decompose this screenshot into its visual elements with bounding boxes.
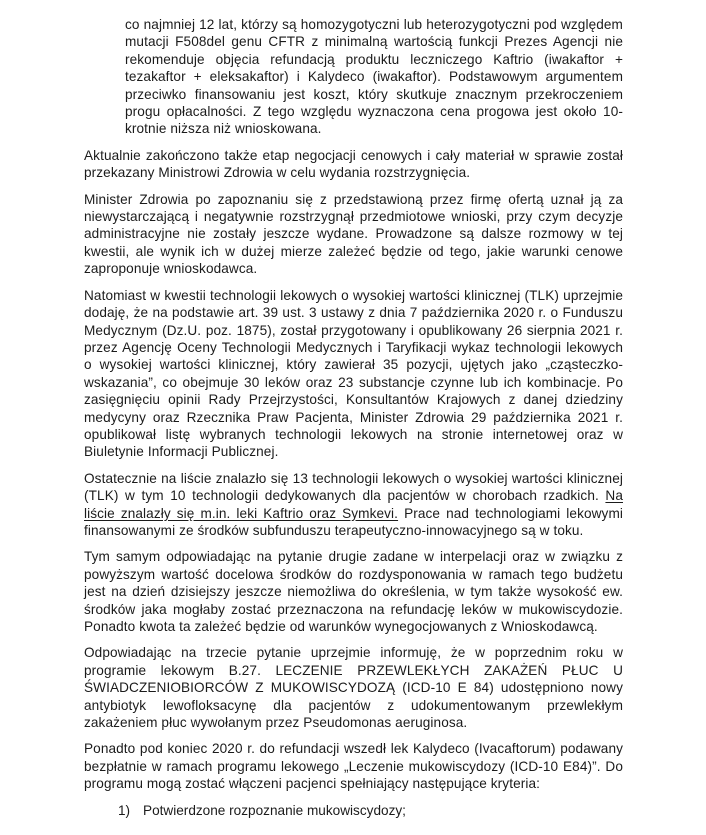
paragraph-tlk-list: Natomiast w kwestii technologii lekowych o wysokiej wartości klinicznej (TLK) uprzejmie dodaję, że na podstawie art. 39 ust. 3 ustawy z dnia 7 października 2020 r. o Funduszu Medycznym (Dz.U. poz. 1875), został przygotowany i opublikowany 26 sierpnia 2021 r. przez Agencję Oceny Technologii Medycznych i Taryfikacji wykaz technologii lekowych o wysokiej wartości klinicznej, który zawierał 35 pozycji, ujętych jako „cząsteczko-wskazania”, co obejmuje 30 leków oraz 23 substancje czynne lub ich kombinacje. Po zasięgnięciu opinii Rady Przejrzystości, Konsultantów Krajowych z danej dziedziny medycyny oraz Rzecznika Praw Pacjenta, Minister Zdrowia 29 października 2021 r. opublikował listę wybranych technologii lekowych na stronie internetowej oraz w Biuletynie Informacji Publicznej. (84, 287, 623, 460)
list-item-text: Potwierdzone rozpoznanie mukowiscydozy; (143, 802, 406, 818)
final-list-text-after: Prace nad technologiami lekowymi finansowanymi ze środków subfunduszu terapeutyczno-innowacyjnego są w toku. (84, 505, 623, 538)
list-item-marker: 1) (118, 802, 131, 818)
paragraph-budget-answer: Tym samym odpowiadając na pytanie drugie zadane w interpelacji oraz w związku z powyższym wartość docelowa środków do rozdysponowania w ramach tego budżetu jest na dzień dzisiejszy jeszcze niemożliwa do określenia, w tym także wysokość ew. środków jaka mogłaby zostać przeznaczona na refundację leków w mukowiscydozie. Ponadto kwota ta zależeć będzie od warunków wynegocjowanych z Wnioskodawcą. (84, 549, 623, 634)
paragraph-final-list (84, 470, 623, 540)
underlined-kaftrio-symkevi-sentence: Na liście znalazły się m.in. leki Kaftrio oraz Symkevi. (84, 488, 623, 521)
list-item-criterion-1 (118, 802, 623, 819)
final-list-text-before: Ostatecznie na liście znalazło się 13 technologii lekowych o wysokiej wartości klinicznej (TLK) w tym 10 technologii dedykowanych dla pacjentów w chorobach rzadkich. (84, 470, 623, 504)
paragraph-kalydeco-program: Ponadto pod koniec 2020 r. do refundacji wszedł lek Kalydeco (Ivacaftorum) podawany bezpłatnie w ramach programu lekowego „Leczenie mukowiscydozy (ICD-10 E84)”. Do programu mogą zostać włączeni pacjenci spełniający następujące kryteria: (84, 741, 623, 792)
paragraph-intro-recommendation: co najmniej 12 lat, którzy są homozygotyczni lub heterozygotyczni pod względem mutacji F508del genu CFTR z minimalną wartością funkcji Prezes Agencji nie rekomenduje objęcia refundacją produktu leczniczego Kaftrio (iwakaftor + tezakaftor + eleksakaftor) i Kalydeco (iwakaftor). Podstawowym argumentem przeciwko finansowaniu jest koszt, który skutkuje znacznym przekroczeniem progu opłacalności. Z tego względu wyznaczona cena progowa jest około 10-krotnie niższa niż wnioskowana. (125, 17, 623, 137)
paragraph-minister-decision: Minister Zdrowia po zapoznaniu się z przedstawioną przez firmę ofertą uznał ją za niewystarczającą i negatywnie rozstrzygnął przedmiotowe wnioski, przy czym decyzje administracyjne nie zostały jeszcze wydane. Prowadzone są dalsze rozmowy w tej kwestii, ale wynik ich w dużej mierze zależeć będzie od tego, jakie warunki cenowe zaproponuje wnioskodawca. (84, 191, 623, 277)
paragraph-third-question: Odpowiadając na trzecie pytanie uprzejmie informuję, że w poprzednim roku w programie lekowym B.27. LECZENIE PRZEWLEKŁYCH ZAKAŻEŃ PŁUC U ŚWIADCZENIOBIORCÓW Z MUKOWISCYDOZĄ (ICD-10 E 84) udostępniono nowy antybiotyk lewofloksacynę dla pacjentów z udokumentowanym przewlekłym zakażeniem płuc wywołanym przez Pseudomonas aeruginosa. (84, 645, 623, 731)
paragraph-negotiations-finished: Aktualnie zakończono także etap negocjacji cenowych i cały materiał w sprawie został przekazany Ministrowi Zdrowia w celu wydania rozstrzygnięcia. (84, 147, 623, 181)
